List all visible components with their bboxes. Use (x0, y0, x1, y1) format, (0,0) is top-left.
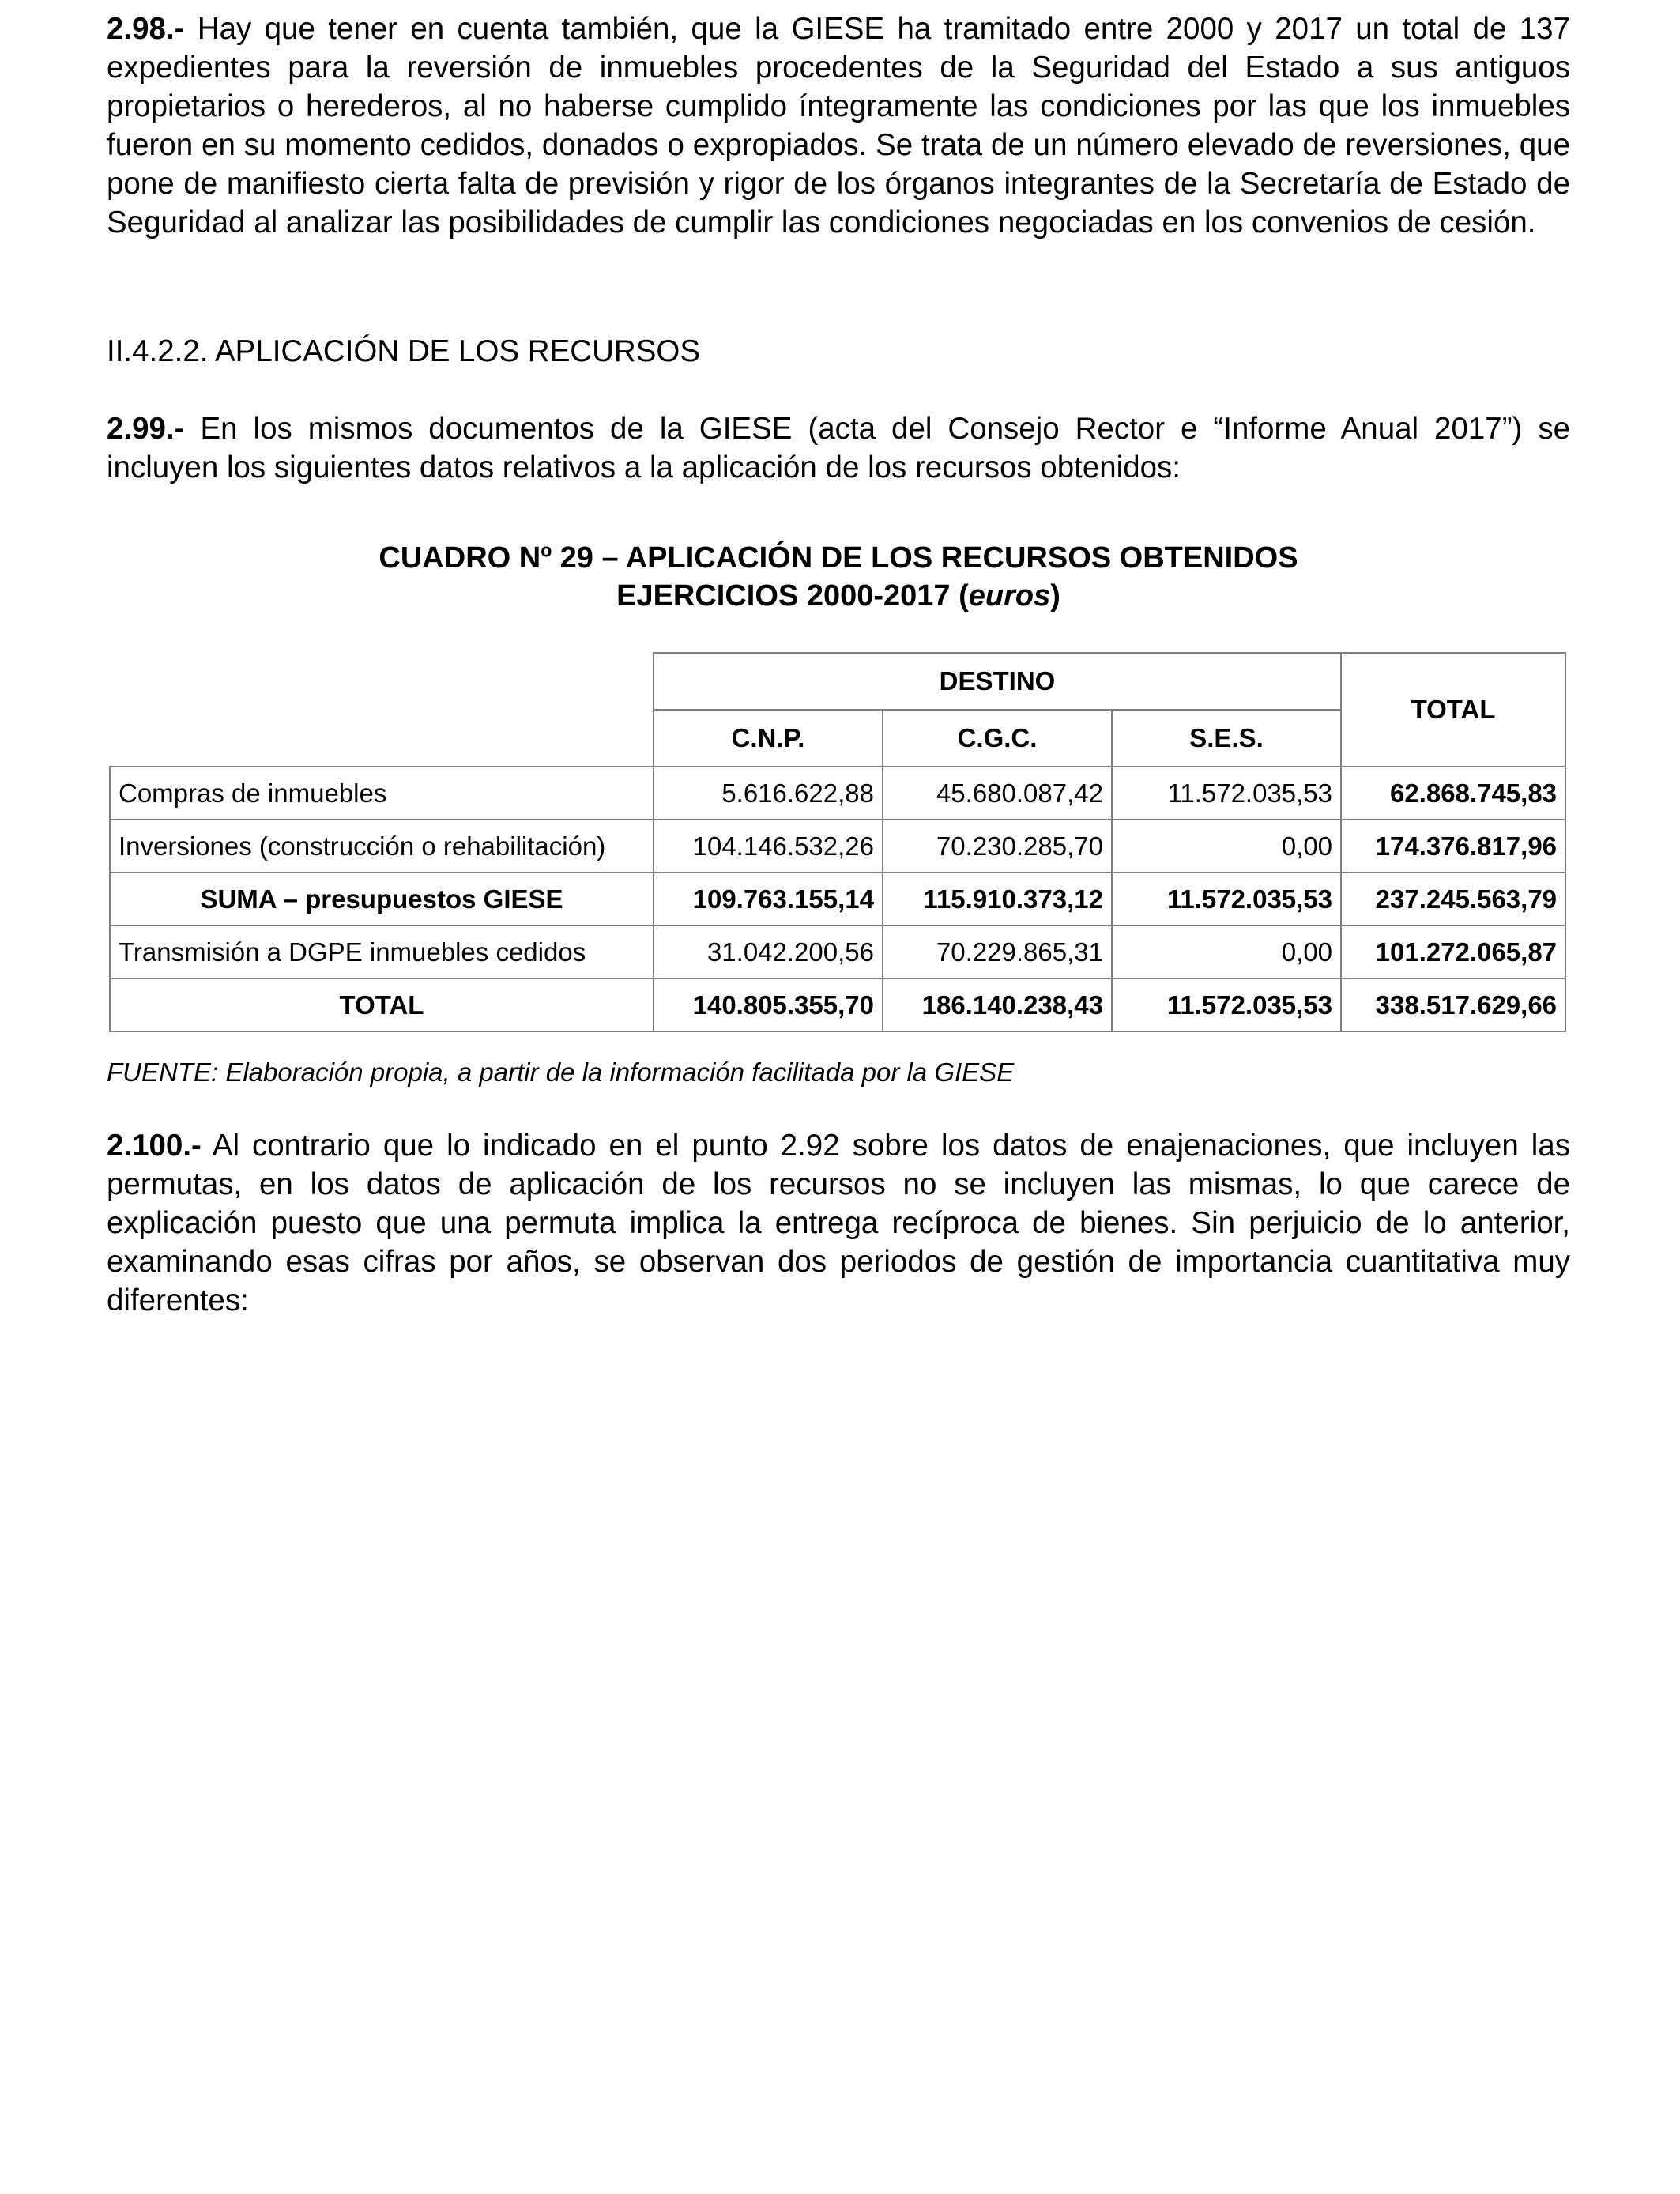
paragraph-2-99 (107, 409, 1570, 487)
table-row (110, 820, 1565, 873)
paragraph-number: 2.98.- (107, 12, 185, 46)
table-row (110, 925, 1565, 978)
caption-unit: euros (968, 579, 1051, 613)
table-source: FUENTE: Elaboración propia, a partir de la información facilitada por la GIESE (107, 1057, 1015, 1087)
cell-cnp: 5.616.622,88 (654, 767, 883, 820)
caption-prefix: EJERCICIOS 2000-2017 ( (616, 579, 969, 613)
row-label: TOTAL (110, 978, 654, 1031)
cell-total: 101.272.065,87 (1341, 925, 1565, 978)
cell-total: 62.868.745,83 (1341, 767, 1565, 820)
paragraph-text: Hay que tener en cuenta también, que la GIESE ha tramitado entre 2000 y 2017 un total de 137 expedientes para la reversión de inmuebles procedentes de la Seguridad del Estado a sus antiguos propietarios o herederos, al no haberse cumplido íntegramente las condiciones por las que los inmuebles fueron en su momento cedidos, donados o expropiados. Se trata de un número elevado de reversiones, que pone de manifiesto cierta falta de previsión y rigor de los órganos integrantes de la Secretaría de Estado de Seguridad al analizar las posibilidades de cumplir las condiciones negociadas en los convenios de cesión. (107, 12, 1570, 239)
paragraph-2-100 (107, 1126, 1570, 1320)
cell-total: 338.517.629,66 (1341, 978, 1565, 1031)
column-header-cgc: C.G.C. (883, 710, 1112, 767)
cell-cnp: 104.146.532,26 (654, 820, 883, 873)
cell-cgc: 186.140.238,43 (883, 978, 1112, 1031)
cell-ses: 11.572.035,53 (1112, 767, 1341, 820)
cell-ses: 0,00 (1112, 820, 1341, 873)
paragraph-number: 2.100.- (107, 1129, 202, 1163)
cell-ses: 11.572.035,53 (1112, 873, 1341, 925)
cell-total: 237.245.563,79 (1341, 873, 1565, 925)
table-caption-line2 (107, 577, 1570, 615)
cell-cnp: 109.763.155,14 (654, 873, 883, 925)
row-label: Transmisión a DGPE inmuebles cedidos (110, 925, 654, 978)
column-header-cnp: C.N.P. (654, 710, 883, 767)
row-label: Inversiones (construcción o rehabilitación) (110, 820, 654, 873)
cell-cnp: 140.805.355,70 (654, 978, 883, 1031)
cell-cnp: 31.042.200,56 (654, 925, 883, 978)
cell-cgc: 70.229.865,31 (883, 925, 1112, 978)
cell-cgc: 45.680.087,42 (883, 767, 1112, 820)
cell-ses: 0,00 (1112, 925, 1341, 978)
resources-table (109, 652, 1566, 1032)
paragraph-text: En los mismos documentos de la GIESE (acta del Consejo Rector e “Informe Anual 2017”) se incluyen los siguientes datos relativos a la aplicación de los recursos obtenidos: (107, 412, 1570, 484)
total-header: TOTAL (1341, 653, 1565, 767)
paragraph-text: Al contrario que lo indicado en el punto 2.92 sobre los datos de enajenaciones, que incluyen las permutas, en los datos de aplicación de los recursos no se incluyen las mismas, lo que carece de explicación puesto que una permuta implica la entrega recíproca de bienes. Sin perjuicio de lo anterior, examinando esas cifras por años, se observan dos periodos de gestión de importancia cuantitativa muy diferentes: (107, 1129, 1570, 1318)
paragraph-2-98 (107, 9, 1570, 242)
cell-ses: 11.572.035,53 (1112, 978, 1341, 1031)
cell-cgc: 70.230.285,70 (883, 820, 1112, 873)
cell-total: 174.376.817,96 (1341, 820, 1565, 873)
table-corner (110, 653, 654, 767)
table-row-subtotal (110, 873, 1565, 925)
caption-suffix: ) (1050, 579, 1060, 613)
section-heading: II.4.2.2. APLICACIÓN DE LOS RECURSOS (107, 334, 700, 368)
row-label: SUMA – presupuestos GIESE (110, 873, 654, 925)
table-row (110, 767, 1565, 820)
table-caption-line1: CUADRO Nº 29 – APLICACIÓN DE LOS RECURSOS OBTENIDOS (379, 541, 1298, 575)
column-header-ses: S.E.S. (1112, 710, 1341, 767)
table-row-total (110, 978, 1565, 1031)
cell-cgc: 115.910.373,12 (883, 873, 1112, 925)
paragraph-number: 2.99.- (107, 412, 185, 446)
destino-header: DESTINO (654, 653, 1341, 710)
row-label: Compras de inmuebles (110, 767, 654, 820)
